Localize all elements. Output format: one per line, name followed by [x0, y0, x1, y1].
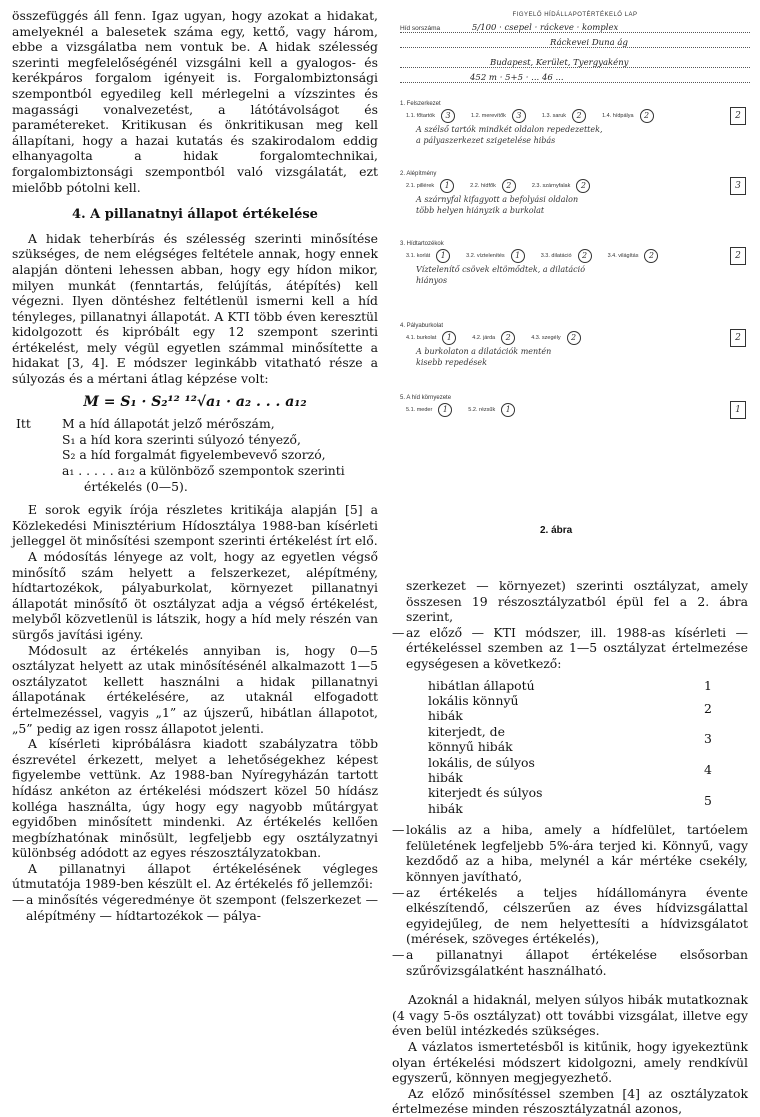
form-item-label: 3.4. világítás — [607, 253, 639, 259]
def-a: a₁ . . . . . a₁₂ a különböző szempontok szerinti értékelés (0—5). — [62, 463, 345, 494]
form-item-label: 3.1. korlát — [406, 253, 431, 259]
paragraph-3: A módosítás lényege az volt, hogy az egyetlen végső minősítő szám helyett a felszerkezet, alépítmény, hídtartozékok, pályaburkolat, környezet pillanatnyi állapotát minősítő öt osztályzat adja a végső értékelést, melyből közvetlenül is látszik, hogy a híd mely részén van sürgős javítási igény. — [12, 549, 378, 642]
paragraph-5: A kísérleti kipróbálásra kiadott szabályzatra több észrevétel érkezett, melyet a lehetőségekhez képest figyelembe vettünk. Az 1988-ban Nyíregyházán tartott hídász ankéton az értékelési módszert közel 50 hídász kolléga használta, úgy hogy egy nagyobb műtárgyat egyidőben minősített mindenki. Az értékelés kellően megbízhatónak minősült, legfeljebb egy osztályzatnyi különbség adódott az egyes részosztályzatokban. — [12, 736, 378, 861]
section-grade-box: 1 — [730, 401, 746, 419]
form-item-grade: 2 — [644, 249, 658, 263]
grade-label: kiterjedt, de könnyű hibák — [428, 723, 513, 755]
section-grade-box: 3 — [730, 177, 746, 195]
form-handwritten-note: hiányos — [416, 276, 448, 285]
form-item-grade: 2 — [502, 179, 516, 193]
def-s1: S₁ a híd kora szerinti súlyozó tényező, — [62, 431, 301, 447]
form-item-grade: 1 — [438, 403, 452, 417]
paragraph-2: E sorok egyik írója részletes kritikája alapján [5] a Közlekedési Minisztérium Hídosztálya 1988-ban kísérleti jelleggel öt minősítési szempont szerinti értékelést írt elő. — [12, 502, 378, 549]
form-section-title: 3. Hídtartozékok — [400, 241, 444, 247]
form-handwritten-note: A szélső tartók mindkét oldalon repedezettek, — [416, 125, 603, 134]
form-section — [400, 171, 750, 215]
paragraph-c0: szerkezet — környezet) szerinti osztályzat, amely összesen 19 részosztályzatból épül fel a 2. ábra szerint, — [406, 578, 748, 625]
form-item-row — [400, 249, 750, 263]
paragraph-1: A hidak teherbírás és szélesség szerinti minősítése szükséges, de nem elégséges feltétele annak, hogy ennek alapján dönteni lehessen abban, hogy egy hídon mikor, milyen munkát (fenntartás, felújítás, átépítés) kell végezni. Ilyen döntéshez feltétlenül ismerni kell a híd tényleges, pillanatnyi állapotát. A KTI több éven keresztül kidolgozott és kipróbált egy 12 szempont szerinti értékelést, mely végül egyetlen számmal minősítette a hidakat [3, 4]. E módszer leginkább vitatható része a súlyozás és a mértani átlag képzése volt: — [12, 230, 378, 387]
form-item-grade: 1 — [511, 249, 525, 263]
grade-label: lokális, de súlyos hibák — [428, 754, 535, 785]
def-s2: S₂ a híd forgalmát figyelembevevő szorzó, — [62, 447, 326, 463]
form-section — [400, 241, 750, 285]
grade-value: 1 — [704, 677, 712, 693]
form-handwritten-note: a pályaszerkezet szigetelése hibás — [416, 136, 556, 145]
bullet-2: — lokális az a hiba, amely a hídfelület, tartóelem felületének legfeljebb 5%-ára terjed ki. Könnyű, vagy kezdődő az a hiba, melynél a kár mértéke csekély, könnyen javítható, — [392, 822, 748, 884]
form-handwritten-note: A burkolaton a dilatációk mentén — [416, 347, 552, 356]
form-item-label: 1.4. hídpálya — [602, 113, 634, 119]
paragraph-0: összefüggés áll fenn. Igaz ugyan, hogy azokat a hidakat, amelyeknél a balesetek száma egy, kettő, vagy három, ebbe a vizsgálatba nem vontuk be. A hidak szélesség szerinti megfelelőségénél vizsgálni kell a gyalogos- és kerékpáros forgalom igényeit is. Forgalombiztonsági szempontból egyedileg kell mérlegelni a vízszintes és magassági vonalvezetést, a látótávolságot és paramétereket. Kritikusan és önkritikusan meg kell állapítani, hogy a hazai kutatás és szakirodalom eddig elhanyagolta a hidak forgalomtechnikai, forgalombiztonsági szempontból való vizsgálatát, ezt mielőbb pótolni kell. — [12, 8, 378, 195]
form-section-title: 5. A híd környezete — [400, 395, 452, 401]
bullet-3: — az értékelés a teljes hídállományra évente elkészítendő, célszerűen az éves hídvizsgálattal egyidejűleg, de nem helyettesíti a hídvizsgálatot (mérések, szöveges értékelés), — [392, 884, 748, 947]
rating-form-figure — [400, 12, 750, 512]
form-item-grade: 2 — [640, 109, 654, 123]
form-header: FIGYELŐ HÍDÁLLAPOTÉRTÉKELŐ LAP — [512, 12, 638, 18]
form-section-title: 4. Pályaburkolat — [400, 323, 444, 329]
paragraph-9: Az előző minősítéssel szemben [4] az osztályzatok értelmezése minden részosztályzatnál azonos, — [392, 1085, 748, 1117]
grade-row — [428, 724, 748, 755]
form-item-row — [400, 403, 750, 417]
form-section-title: 2. Alépítmény — [400, 171, 437, 177]
formula: M = S₁ · S₂¹² ¹²√a₁ · a₂ . . . a₁₂ — [83, 393, 307, 410]
form-handwritten-note: A szárnyfal kifagyott a befolyási oldalon — [416, 195, 579, 204]
formula-definitions — [12, 416, 378, 494]
form-item-grade: 1 — [440, 179, 454, 193]
figure-caption: 2. ábra — [540, 525, 573, 536]
grade-row — [428, 785, 748, 816]
bullet-4: — a pillanatnyi állapot értékelése elsősorban szűrővizsgálatként használható. — [392, 946, 748, 978]
grade-scale-table — [428, 678, 748, 817]
grade-row — [428, 678, 748, 693]
grade-label: lokális könnyű hibák — [428, 692, 519, 724]
form-item-label: 2.2. hídfők — [470, 183, 496, 189]
section-grade-box: 2 — [730, 247, 746, 265]
form-item-grade: 2 — [501, 331, 515, 345]
def-m: M a híd állapotát jelző mérőszám, — [62, 416, 275, 432]
form-item-label: 2.3. szárnyfalak — [531, 183, 571, 189]
paragraph-7: Azoknál a hidaknál, melyen súlyos hibák mutatkoznak (4 vagy 5-ös osztályzat) ott további vizsgálat, illetve egy éven belül intézkedés szükséges. — [392, 992, 748, 1039]
paragraph-8: A vázlatos ismertetésből is kitűnik, hogy igyekeztünk olyan értékelési módszert kidolgozni, amely rendkívül egyszerű, könnyen megjegyezhető. — [392, 1038, 748, 1086]
form-item-grade: 3 — [512, 109, 526, 123]
form-line-4: 452 m · 5+5 · ... 46 ... — [400, 73, 750, 83]
form-section-title: 1. Felszerkezet — [400, 101, 441, 107]
form-item-label: 3.2. víztelenítés — [466, 253, 505, 259]
bullet-0: — a minősítés végeredménye öt szempont (felszerkezet — alépítmény — hídtartozékok — pálya- — [12, 892, 378, 923]
bullet-1: — az előző — KTI módszer, ill. 1988-as kísérleti — értékeléssel szemben az 1—5 osztályzat értelmezése egységesen a következő: — [392, 624, 748, 671]
form-item-grade: 1 — [442, 331, 456, 345]
paragraph-4: Módosult az értékelés annyiban is, hogy 0—5 osztályzat helyett az utak minősítésénél alkalmazott 1—5 osztályzatot kellett használni a hidak pillanatnyi állapotának értékelésére, az utaknál elfogadott értelmezéssel, vagyis „1” az újszerű, hibátlan állapotot, „5” pedig az igen rossz állapotot jelenti. — [12, 642, 378, 736]
form-handwritten-note: kisebb repedések — [416, 358, 487, 367]
form-item-label: 1.3. saruk — [541, 113, 567, 119]
grade-label: hibátlan állapotú — [428, 677, 535, 693]
form-item-grade: 2 — [572, 109, 586, 123]
section-grade-box: 2 — [730, 329, 746, 347]
left-column — [12, 8, 378, 923]
form-item-label: 1.2. merevítők — [471, 113, 506, 119]
form-item-grade: 1 — [501, 403, 515, 417]
form-item-grade: 2 — [578, 249, 592, 263]
grade-label: kiterjedt és súlyos hibák — [428, 785, 543, 816]
form-item-label: 3.3. dilatáció — [540, 253, 572, 259]
form-line-2: Ráckevei Duna ág — [400, 38, 750, 48]
form-item-row — [400, 109, 750, 123]
form-item-label: 2.1. pillérek — [406, 183, 435, 189]
form-item-grade: 1 — [436, 249, 450, 263]
form-item-grade: 2 — [576, 179, 590, 193]
form-item-label: 4.2. járda — [472, 335, 496, 341]
grade-value: 5 — [704, 793, 712, 809]
form-section — [400, 101, 750, 145]
grade-value: 4 — [704, 762, 712, 778]
form-item-label: 4.3. szegély — [531, 335, 561, 341]
form-item-label: 5.2. rézsűk — [468, 407, 496, 413]
grade-row — [428, 755, 748, 786]
form-handwritten-note: több helyen hiányzik a burkolat — [416, 206, 545, 215]
form-section — [400, 323, 750, 367]
form-handwritten-note: Víztelenítő csövek eltömődtek, a dilatáció — [416, 265, 586, 274]
form-item-row — [400, 331, 750, 345]
form-line-3: Budapest, Kerület, Tyergyakény — [400, 58, 750, 68]
itt-label: Itt — [16, 416, 31, 432]
form-line-1: Híd sorszáma 5/100 · csepel · ráckeve · komplex — [400, 23, 750, 33]
form-item-grade: 2 — [567, 331, 581, 345]
form-sections — [400, 101, 750, 417]
section-heading: 4. A pillanatnyi állapot értékelése — [72, 207, 318, 223]
grade-row — [428, 693, 748, 724]
form-item-label: 4.1. burkolat — [406, 335, 437, 341]
right-column — [392, 578, 748, 1117]
form-item-grade: 3 — [441, 109, 455, 123]
grade-value: 3 — [704, 731, 712, 747]
grade-value: 2 — [704, 700, 712, 716]
paragraph-6: A pillanatnyi állapot értékelésének végleges útmutatója 1989-ben készült el. Az értékelés fő jellemzői: — [12, 860, 378, 892]
form-item-label: 5.1. meder — [406, 407, 433, 413]
form-section — [400, 395, 750, 417]
section-grade-box: 2 — [730, 107, 746, 125]
form-item-label: 1.1. főtartók — [406, 113, 436, 119]
form-item-row — [400, 179, 750, 193]
